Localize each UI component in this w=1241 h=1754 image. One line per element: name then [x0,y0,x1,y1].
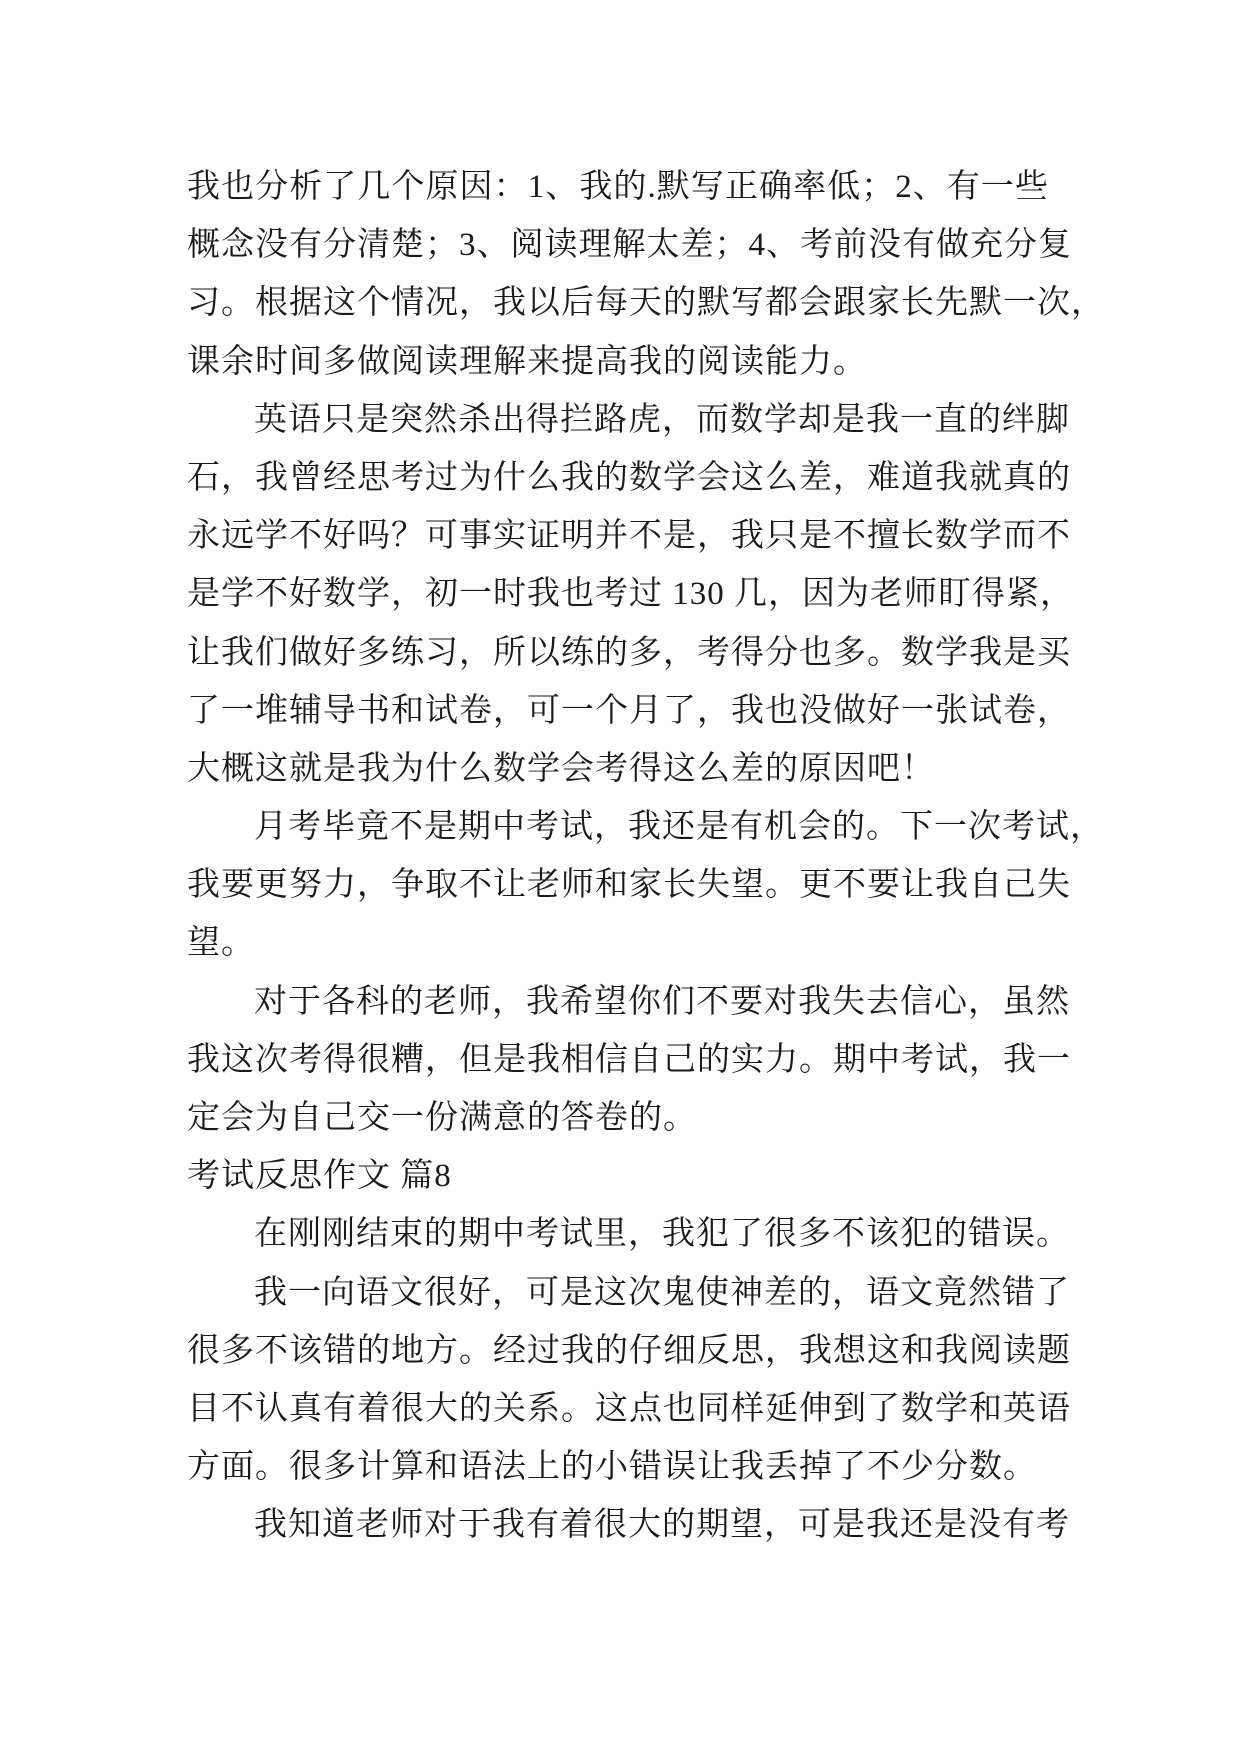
text-line: 我要更努力，争取不让老师和家长失望。更不要让我自己失 [187,867,1071,904]
text-line: 目不认真有着很大的关系。这点也同样延伸到了数学和英语 [187,1390,1071,1427]
text-line: 我这次考得很糟，但是我相信自己的实力。期中考试，我一 [187,1041,1071,1078]
text-line: 概念没有分清楚；3、阅读理解太差；4、考前没有做充分复 [187,227,1072,264]
text-line: 望。 [187,925,255,962]
text-line: 英语只是突然杀出得拦路虎，而数学却是我一直的绊脚 [254,401,1070,438]
text-line: 我知道老师对于我有着很大的期望，可是我还是没有考 [254,1507,1070,1544]
text-line: 我也分析了几个原因：1、我的.默写正确率低；2、有一些 [187,169,1049,205]
text-line: 习。根据这个情况，我以后每天的默写都会跟家长先默一次， [187,285,1105,322]
text-line: 很多不该错的地方。经过我的仔细反思，我想这和我阅读题 [187,1332,1071,1369]
text-line: 在刚刚结束的期中考试里，我犯了很多不该犯的错误。 [254,1216,1070,1253]
text-line: 对于各科的老师，我希望你们不要对我失去信心，虽然 [254,983,1070,1020]
text-line: 了一堆辅导书和试卷，可一个月了，我也没做好一张试卷， [187,692,1071,729]
essay-text-block [187,158,1105,1555]
section-heading: 考试反思作文 篇8 [187,1158,452,1195]
text-line: 我一向语文很好，可是这次鬼使神差的，语文竟然错了 [254,1274,1070,1311]
text-line: 定会为自己交一份满意的答卷的。 [187,1100,697,1136]
text-line: 方面。很多计算和语法上的小错误让我丢掉了不少分数。 [187,1449,1037,1486]
text-line: 是学不好数学，初一时我也考过 130 几，因为老师盯得紧， [187,576,1074,613]
text-line: 月考毕竟不是期中考试，我还是有机会的。下一次考试， [254,809,1104,846]
text-line: 永远学不好吗？可事实证明并不是，我只是不擅长数学而不 [187,518,1071,555]
text-line: 石，我曾经思考过为什么我的数学会这么差，难道我就真的 [187,459,1071,496]
text-line: 大概这就是我为什么数学会考得这么差的原因吧！ [187,750,935,787]
text-line: 课余时间多做阅读理解来提高我的阅读能力。 [187,343,867,380]
text-line: 让我们做好多练习，所以练的多，考得分也多。数学我是买 [187,634,1071,671]
